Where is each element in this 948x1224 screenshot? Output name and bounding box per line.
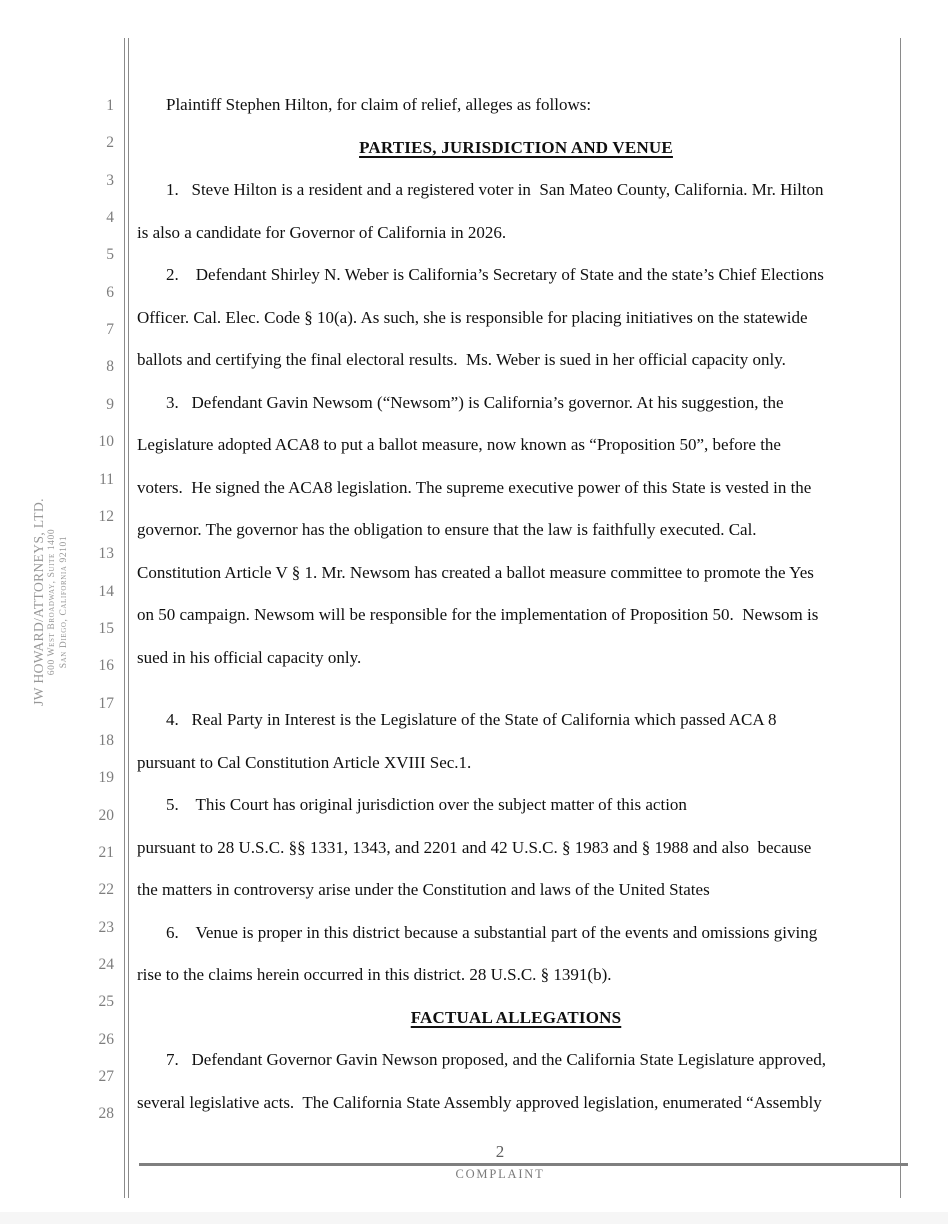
line-number: 18 — [98, 731, 114, 749]
text-line: Plaintiff Stephen Hilton, for claim of relief, alleges as follows: — [166, 95, 592, 114]
line-number: 17 — [98, 694, 114, 712]
text-line: on 50 campaign. Newsom will be responsible for the implementation of Proposition 50. Newsom is — [137, 605, 819, 624]
text-line: 3. Defendant Gavin Newsom (“Newsom”) is California’s governor. At his suggestion, the — [166, 392, 784, 412]
line-number: 20 — [98, 806, 114, 824]
line-number: 10 — [98, 433, 114, 451]
page-number: 2 — [495, 1142, 505, 1161]
law-firm-sidebar-text — [30, 498, 70, 706]
line-number: 6 — [106, 283, 114, 301]
text-line: Constitution Article V § 1. Mr. Newsom has created a ballot measure committee to promote the Yes — [137, 562, 814, 582]
text-line: Officer. Cal. Elec. Code § 10(a). As such, she is responsible for placing initiatives on the statewide — [137, 307, 808, 327]
line-number: 27 — [98, 1068, 114, 1086]
text-line: several legislative acts. The California State Assembly approved legislation, enumerated “Assembly — [137, 1092, 822, 1112]
line-number: 15 — [98, 619, 114, 637]
firm-address-line2: San Diego, California 92101 — [58, 535, 69, 669]
text-line: pursuant to Cal Constitution Article XVIII Sec.1. — [137, 752, 472, 772]
text-line: the matters in controversy arise under the Constitution and laws of the United States — [137, 880, 710, 899]
footer-rule — [139, 1163, 908, 1166]
text-line: 5. This Court has original jurisdiction over the subject matter of this action — [166, 795, 687, 814]
pleading-left-rule-outer — [124, 38, 125, 1198]
viewer-bottom-strip — [0, 1212, 948, 1224]
pleading-right-rule — [900, 38, 901, 1198]
line-number: 1 — [106, 97, 114, 114]
line-number: 9 — [106, 395, 114, 413]
pleading-left-rule-inner — [128, 38, 129, 1198]
firm-address-line1: 600 West Broadway, Suite 1400 — [47, 528, 57, 676]
text-line: voters. He signed the ACA8 legislation. The supreme executive power of this State is vested in the — [137, 477, 812, 497]
line-number: 5 — [106, 246, 114, 264]
line-number: 2 — [106, 134, 114, 152]
section-heading: PARTIES, JURISDICTION AND VENUE — [359, 137, 673, 157]
text-line: 7. Defendant Governor Gavin Newson proposed, and the California State Legislature approved, — [166, 1050, 826, 1069]
line-number: 3 — [106, 171, 114, 189]
line-number: 8 — [106, 358, 114, 376]
text-line: rise to the claims herein occurred in this district. 28 U.S.C. § 1391(b). — [137, 965, 612, 984]
line-number: 12 — [98, 507, 114, 525]
line-number: 4 — [106, 209, 114, 227]
line-number: 7 — [106, 321, 114, 339]
line-number: 28 — [98, 1105, 114, 1123]
line-number: 13 — [98, 545, 114, 563]
line-number: 25 — [98, 993, 114, 1011]
text-line: sued in his official capacity only. — [137, 647, 362, 667]
line-number: 11 — [99, 470, 114, 488]
line-number: 22 — [98, 881, 114, 899]
text-line: is also a candidate for Governor of California in 2026. — [137, 222, 507, 242]
text-line: Legislature adopted ACA8 to put a ballot measure, now known as “Proposition 50”, before the — [137, 435, 781, 454]
section-heading: FACTUAL ALLEGATIONS — [410, 1007, 622, 1027]
line-number: 21 — [98, 844, 114, 861]
text-line: 2. Defendant Shirley N. Weber is California’s Secretary of State and the state’s Chief Elections — [166, 265, 824, 284]
text-line: 1. Steve Hilton is a resident and a registered voter in San Mateo County, California. Mr. Hilton — [166, 180, 824, 199]
line-number: 14 — [98, 582, 114, 600]
text-line: pursuant to 28 U.S.C. §§ 1331, 1343, and 2201 and 42 U.S.C. § 1983 and § 1988 and also because — [137, 837, 812, 857]
text-line: 6. Venue is proper in this district because a substantial part of the events and omissions giving — [166, 922, 818, 942]
document-body — [137, 84, 895, 1124]
line-number: 16 — [98, 657, 114, 675]
text-line: governor. The governor has the obligation to ensure that the law is faithfully executed. Cal. — [137, 520, 757, 539]
line-number: 26 — [98, 1030, 114, 1048]
text-line: ballots and certifying the final electoral results. Ms. Weber is sued in her official capacity only. — [137, 350, 786, 369]
text-line: 4. Real Party in Interest is the Legislature of the State of California which passed ACA 8 — [166, 710, 777, 729]
line-number: 24 — [98, 956, 114, 974]
firm-name: JW HOWARD/ATTORNEYS, LTD. — [31, 498, 46, 706]
line-number: 23 — [98, 918, 114, 936]
line-number: 19 — [98, 769, 114, 787]
footer-label: COMPLAINT — [455, 1167, 545, 1181]
